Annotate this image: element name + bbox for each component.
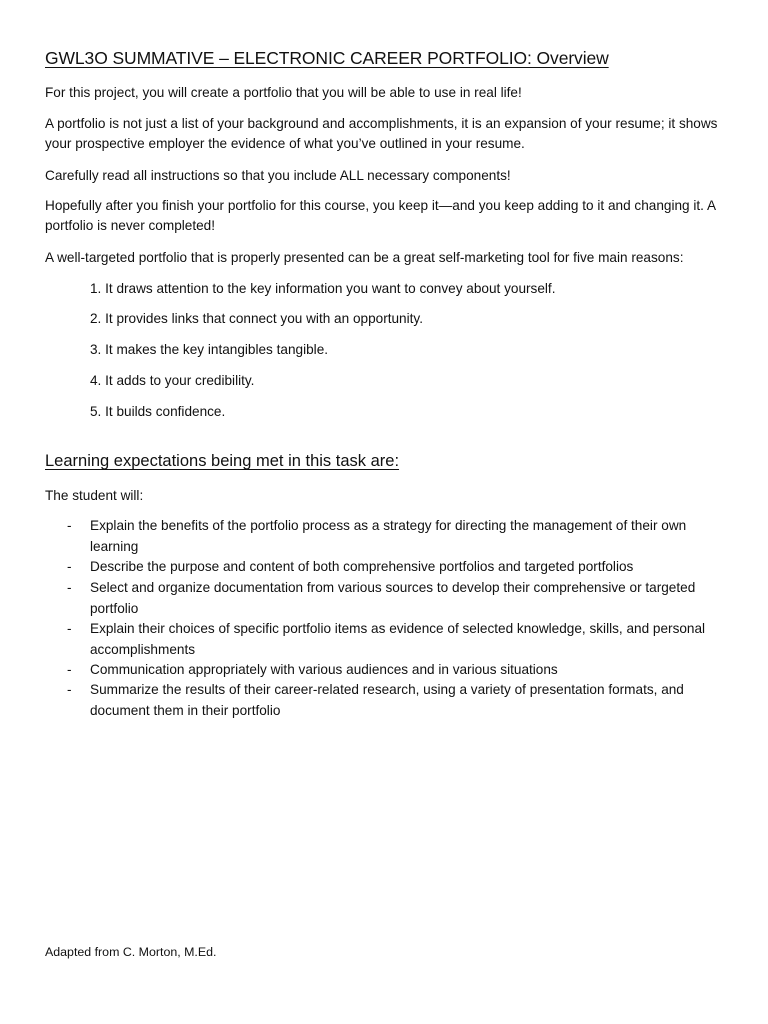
expectation-text: Select and organize documentation from various sources to develop their comprehensive or targeted portfolio	[90, 580, 696, 616]
expectation-list-item	[45, 660, 725, 681]
paragraph-intro: For this project, you will create a portfolio that you will be able to use in real life!	[45, 85, 522, 100]
reason-item: 4. It adds to your credibility.	[90, 373, 255, 388]
dash-bullet: -	[67, 559, 72, 574]
dash-bullet: -	[67, 662, 72, 677]
expectation-text: Describe the purpose and content of both comprehensive portfolios and targeted portfolios	[90, 559, 634, 574]
reason-item: 5. It builds confidence.	[90, 404, 226, 419]
reason-item: 2. It provides links that connect you with an opportunity.	[90, 311, 423, 326]
dash-bullet: -	[67, 518, 72, 533]
expectation-list-item	[45, 557, 725, 578]
attribution-footer: Adapted from C. Morton, M.Ed.	[45, 945, 217, 959]
dash-bullet: -	[67, 682, 72, 697]
paragraph-instructions: Carefully read all instructions so that you include ALL necessary components!	[45, 168, 511, 183]
dash-bullet: -	[67, 580, 72, 595]
paragraph-five-reasons: A well-targeted portfolio that is properly presented can be a great self-marketing tool for five main reasons:	[45, 250, 684, 265]
expectation-text: Explain their choices of specific portfolio items as evidence of selected knowledge, skills, and personal accomplishments	[90, 621, 706, 657]
expectation-list-item	[45, 619, 725, 660]
expectation-list-item	[45, 516, 725, 557]
expectation-text: Communication appropriately with various audiences and in various situations	[90, 662, 558, 677]
expectation-list-item	[45, 680, 725, 721]
paragraph-portfolio-definition: A portfolio is not just a list of your background and accomplishments, it is an expansion of your resume; it shows your prospective employer the evidence of what you’ve outlined in your resume.	[45, 116, 718, 151]
expectation-list-item	[45, 578, 725, 619]
expectation-text: Summarize the results of their career-related research, using a variety of presentation formats, and document them in their portfolio	[90, 682, 684, 718]
document-title: GWL3O SUMMATIVE – ELECTRONIC CAREER PORTFOLIO: Overview	[45, 48, 609, 68]
paragraph-keep-adding: Hopefully after you finish your portfolio for this course, you keep it—and you keep adding to it and changing it. A portfolio is never completed!	[45, 198, 716, 233]
reason-item: 3. It makes the key intangibles tangible.	[90, 342, 329, 357]
dash-bullet: -	[67, 621, 72, 636]
expectation-text: Explain the benefits of the portfolio process as a strategy for directing the management of their own learning	[90, 518, 687, 554]
student-will-label: The student will:	[45, 488, 144, 503]
reason-item: 1. It draws attention to the key information you want to convey about yourself.	[90, 281, 556, 296]
learning-expectations-heading: Learning expectations being met in this task are:	[45, 452, 400, 470]
